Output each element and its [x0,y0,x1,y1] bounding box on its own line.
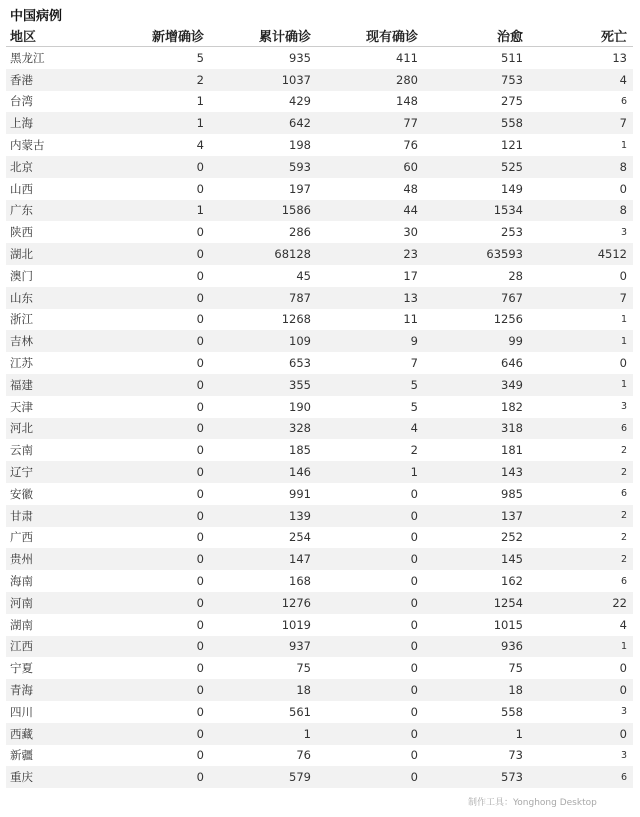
cell-new-confirmed: 0 [196,356,204,371]
cell-deaths: 1 [620,139,627,151]
cell-deaths: 6 [620,575,627,587]
cell-active-confirmed: 11 [403,312,418,327]
cell-total-confirmed: 1 [303,726,311,741]
cell-cured: 149 [501,181,523,196]
cell-active-confirmed: 0 [410,770,418,785]
cell-region: 江西 [10,639,33,654]
table-row[interactable] [6,548,633,570]
column-header-total-confirmed[interactable]: 累计确诊 [212,25,319,47]
cell-total-confirmed: 991 [289,486,311,501]
cell-cured: 558 [501,116,523,131]
cell-new-confirmed: 0 [196,225,204,240]
cell-cured: 18 [508,683,523,697]
cell-new-confirmed: 0 [196,290,204,305]
cell-deaths: 22 [612,595,627,610]
cell-cured: 573 [501,770,523,785]
cell-total-confirmed: 1037 [281,72,311,87]
column-header-deaths[interactable]: 死亡 [533,25,633,47]
table-row[interactable] [6,243,633,265]
cell-total-confirmed: 18 [296,683,311,697]
cell-active-confirmed: 48 [403,181,418,196]
cell-new-confirmed: 0 [196,247,204,262]
table-row[interactable] [6,178,633,200]
cell-region: 福建 [10,377,33,392]
table-row[interactable] [6,396,633,418]
cell-new-confirmed: 0 [196,530,204,545]
cell-deaths: 0 [619,268,627,283]
cell-active-confirmed: 9 [410,334,418,349]
table-row[interactable] [6,287,633,309]
cell-deaths: 0 [619,181,627,196]
cell-deaths: 1 [620,313,627,325]
cell-total-confirmed: 139 [289,508,311,523]
cell-active-confirmed: 5 [410,377,418,392]
cell-deaths: 8 [619,203,627,218]
cell-deaths: 6 [620,771,627,783]
cell-new-confirmed: 4 [196,138,204,153]
cell-deaths: 4 [619,617,627,632]
cell-deaths: 0 [619,356,627,371]
cell-deaths: 8 [619,159,627,174]
cell-new-confirmed: 0 [196,595,204,610]
cell-cured: 137 [501,508,523,523]
cell-active-confirmed: 2 [410,443,418,458]
cell-new-confirmed: 0 [196,661,204,676]
cell-active-confirmed: 76 [403,138,418,153]
cell-new-confirmed: 0 [196,617,204,632]
cell-new-confirmed: 0 [196,552,204,567]
cell-deaths: 2 [620,466,627,478]
cell-total-confirmed: 45 [296,268,311,283]
cell-new-confirmed: 0 [196,399,204,414]
cell-region: 江苏 [10,356,33,371]
cell-region: 贵州 [10,552,33,567]
cell-region: 河北 [10,421,33,436]
cell-new-confirmed: 5 [196,50,204,65]
cell-region: 新疆 [10,748,33,763]
china-cases-table [6,25,633,788]
cell-region: 河南 [10,595,33,610]
cell-deaths: 7 [619,116,627,131]
cell-region: 黑龙江 [10,50,45,65]
cell-region: 内蒙古 [10,138,45,153]
table-row[interactable] [6,330,633,352]
table-row[interactable] [6,701,633,723]
cell-new-confirmed: 0 [196,159,204,174]
cell-total-confirmed: 1019 [281,617,311,632]
cell-active-confirmed: 0 [410,552,418,567]
table-row[interactable] [6,374,633,396]
cell-deaths: 6 [620,95,627,107]
cell-total-confirmed: 185 [289,443,311,458]
cell-region: 甘肃 [10,508,33,523]
table-row[interactable] [6,439,633,461]
cell-region: 浙江 [10,312,33,327]
cell-active-confirmed: 44 [403,203,418,218]
cell-new-confirmed: 0 [196,421,204,436]
table-row[interactable] [6,766,633,788]
cell-active-confirmed: 13 [403,290,418,305]
cell-new-confirmed: 0 [196,770,204,785]
cell-cured: 1256 [493,312,523,327]
cell-total-confirmed: 561 [289,704,311,719]
table-row[interactable] [6,592,633,614]
cell-cured: 121 [501,138,523,153]
cell-deaths: 3 [620,226,627,238]
cell-region: 北京 [10,159,33,174]
column-header-cured[interactable]: 治愈 [426,25,533,47]
cell-total-confirmed: 787 [289,290,311,305]
cell-cured: 162 [501,574,523,589]
table-row[interactable] [6,418,633,440]
cell-cured: 1 [515,726,523,741]
table-row[interactable] [6,47,633,69]
cell-total-confirmed: 168 [289,574,311,589]
cell-cured: 1534 [493,203,523,218]
cell-cured: 28 [508,268,523,283]
cell-cured: 646 [501,356,523,371]
cell-total-confirmed: 197 [289,181,311,196]
column-header-new-confirmed[interactable]: 新增确诊 [106,25,212,47]
table-title: 中国病例 [10,9,63,24]
cell-total-confirmed: 68128 [274,247,311,262]
cell-active-confirmed: 30 [403,225,418,240]
cell-region: 香港 [10,72,33,87]
cell-new-confirmed: 0 [196,486,204,501]
table-header-row [6,25,633,47]
cell-new-confirmed: 0 [196,443,204,458]
cell-new-confirmed: 0 [196,726,204,741]
cell-active-confirmed: 0 [410,508,418,523]
cell-cured: 349 [501,377,523,392]
cell-cured: 181 [501,443,523,458]
cell-new-confirmed: 0 [196,377,204,392]
cell-cured: 558 [501,704,523,719]
cell-total-confirmed: 1276 [281,595,311,610]
cell-region: 山东 [10,290,33,305]
cell-total-confirmed: 653 [289,356,311,371]
cell-deaths: 0 [619,726,627,741]
cell-deaths: 0 [619,683,627,697]
cell-new-confirmed: 0 [196,748,204,763]
cell-total-confirmed: 286 [289,225,311,240]
cell-new-confirmed: 0 [196,574,204,589]
cell-active-confirmed: 0 [410,704,418,719]
table-row[interactable] [6,505,633,527]
table-row[interactable] [6,570,633,592]
table-row[interactable] [6,527,633,549]
cell-region: 上海 [10,116,33,131]
cell-total-confirmed: 1586 [281,203,311,218]
cell-region: 广东 [10,203,33,218]
cell-total-confirmed: 190 [289,399,311,414]
cell-region: 青海 [10,683,33,697]
table-row[interactable] [6,69,633,91]
cell-new-confirmed: 2 [196,72,204,87]
cell-region: 重庆 [10,770,33,785]
cell-cured: 99 [508,334,523,349]
cell-active-confirmed: 0 [410,748,418,763]
cell-cured: 143 [501,465,523,480]
cell-region: 吉林 [10,334,33,349]
cell-deaths: 1 [620,335,627,347]
cell-total-confirmed: 1268 [281,312,311,327]
cell-cured: 73 [508,748,523,763]
cell-active-confirmed: 5 [410,399,418,414]
cell-deaths: 4 [619,72,627,87]
cell-region: 海南 [10,574,33,589]
cell-deaths: 3 [620,401,627,413]
table-row[interactable] [6,134,633,156]
cell-total-confirmed: 76 [296,748,311,763]
cell-cured: 253 [501,225,523,240]
cell-active-confirmed: 17 [403,268,418,283]
cell-active-confirmed: 0 [410,683,418,697]
cell-region: 广西 [10,530,33,545]
table-row[interactable] [6,483,633,505]
cell-cured: 1254 [493,595,523,610]
cell-deaths: 1 [620,379,627,391]
table-row[interactable] [6,265,633,287]
cell-active-confirmed: 7 [410,356,418,371]
cell-total-confirmed: 935 [289,50,311,65]
cell-deaths: 6 [620,422,627,434]
cell-cured: 63593 [486,247,523,262]
cell-total-confirmed: 147 [289,552,311,567]
cell-new-confirmed: 0 [196,465,204,480]
cell-new-confirmed: 0 [196,181,204,196]
column-header-active-confirmed[interactable]: 现有确诊 [319,25,426,47]
cell-region: 湖北 [10,247,33,262]
cell-deaths: 0 [619,661,627,676]
cell-new-confirmed: 0 [196,508,204,523]
table-row[interactable] [6,156,633,178]
footer-credit: 制作工具：Yonghong Desktop [468,798,597,808]
cell-region: 宁夏 [10,661,33,676]
cell-deaths: 3 [620,706,627,718]
cell-deaths: 6 [620,488,627,500]
cell-region: 山西 [10,181,33,196]
cell-deaths: 1 [620,640,627,652]
cell-active-confirmed: 1 [410,465,418,480]
table-row[interactable] [6,614,633,636]
cell-active-confirmed: 0 [410,486,418,501]
cell-region: 辽宁 [10,465,33,480]
cell-new-confirmed: 0 [196,312,204,327]
cell-total-confirmed: 937 [289,639,311,654]
table-row[interactable] [6,745,633,767]
cell-new-confirmed: 0 [196,268,204,283]
cell-cured: 252 [501,530,523,545]
column-header-region[interactable]: 地区 [6,25,106,47]
cell-active-confirmed: 0 [410,639,418,654]
table-row[interactable] [6,679,633,701]
table-row[interactable] [6,657,633,679]
cell-region: 澳门 [10,268,33,283]
cell-region: 安徽 [10,486,33,501]
cell-total-confirmed: 198 [289,138,311,153]
cell-total-confirmed: 579 [289,770,311,785]
cell-active-confirmed: 23 [403,247,418,262]
cell-active-confirmed: 4 [410,421,418,436]
cell-total-confirmed: 429 [289,94,311,109]
cell-cured: 767 [501,290,523,305]
cell-active-confirmed: 280 [396,72,418,87]
cell-total-confirmed: 355 [289,377,311,392]
cell-new-confirmed: 0 [196,639,204,654]
cell-cured: 75 [508,661,523,676]
cell-region: 湖南 [10,617,33,632]
cell-total-confirmed: 328 [289,421,311,436]
cell-deaths: 2 [620,510,627,522]
table-row[interactable] [6,91,633,113]
cell-cured: 182 [501,399,523,414]
cell-active-confirmed: 0 [410,617,418,632]
cell-active-confirmed: 0 [410,661,418,676]
cell-region: 云南 [10,443,33,458]
cell-cured: 275 [501,94,523,109]
cell-new-confirmed: 0 [196,683,204,697]
cell-total-confirmed: 75 [296,661,311,676]
table-row[interactable] [6,112,633,134]
table-body [6,47,633,789]
table-row[interactable] [6,221,633,243]
cell-deaths: 3 [620,749,627,761]
cell-new-confirmed: 1 [196,116,204,131]
cell-cured: 1015 [493,617,523,632]
cell-deaths: 2 [620,444,627,456]
cell-new-confirmed: 0 [196,704,204,719]
cell-cured: 985 [501,486,523,501]
cell-deaths: 7 [619,290,627,305]
cell-active-confirmed: 77 [403,116,418,131]
table-row[interactable] [6,461,633,483]
cell-cured: 525 [501,159,523,174]
table-row[interactable] [6,309,633,331]
table-row[interactable] [6,723,633,745]
cell-cured: 145 [501,552,523,567]
cell-active-confirmed: 60 [403,159,418,174]
cell-total-confirmed: 254 [289,530,311,545]
cell-cured: 753 [501,72,523,87]
cell-total-confirmed: 642 [289,116,311,131]
cell-new-confirmed: 1 [196,94,204,109]
table-row[interactable] [6,200,633,222]
cell-active-confirmed: 0 [410,530,418,545]
cell-cured: 511 [501,50,523,65]
cell-total-confirmed: 146 [289,465,311,480]
cell-deaths: 2 [620,553,627,565]
table-row[interactable] [6,352,633,374]
cell-new-confirmed: 1 [196,203,204,218]
cell-region: 陕西 [10,225,33,240]
cell-region: 西藏 [10,726,33,741]
cell-active-confirmed: 0 [410,726,418,741]
cell-deaths: 4512 [597,247,627,262]
cell-deaths: 13 [612,50,627,65]
cell-total-confirmed: 109 [289,334,311,349]
cell-active-confirmed: 0 [410,574,418,589]
cell-active-confirmed: 411 [396,50,418,65]
cell-new-confirmed: 0 [196,334,204,349]
cell-active-confirmed: 0 [410,595,418,610]
cell-deaths: 2 [620,531,627,543]
cell-total-confirmed: 593 [289,159,311,174]
table-row[interactable] [6,636,633,658]
cell-cured: 936 [501,639,523,654]
cell-cured: 318 [501,421,523,436]
cell-region: 天津 [10,399,33,414]
cell-region: 四川 [10,704,33,719]
cell-region: 台湾 [10,94,33,109]
cell-active-confirmed: 148 [396,94,418,109]
